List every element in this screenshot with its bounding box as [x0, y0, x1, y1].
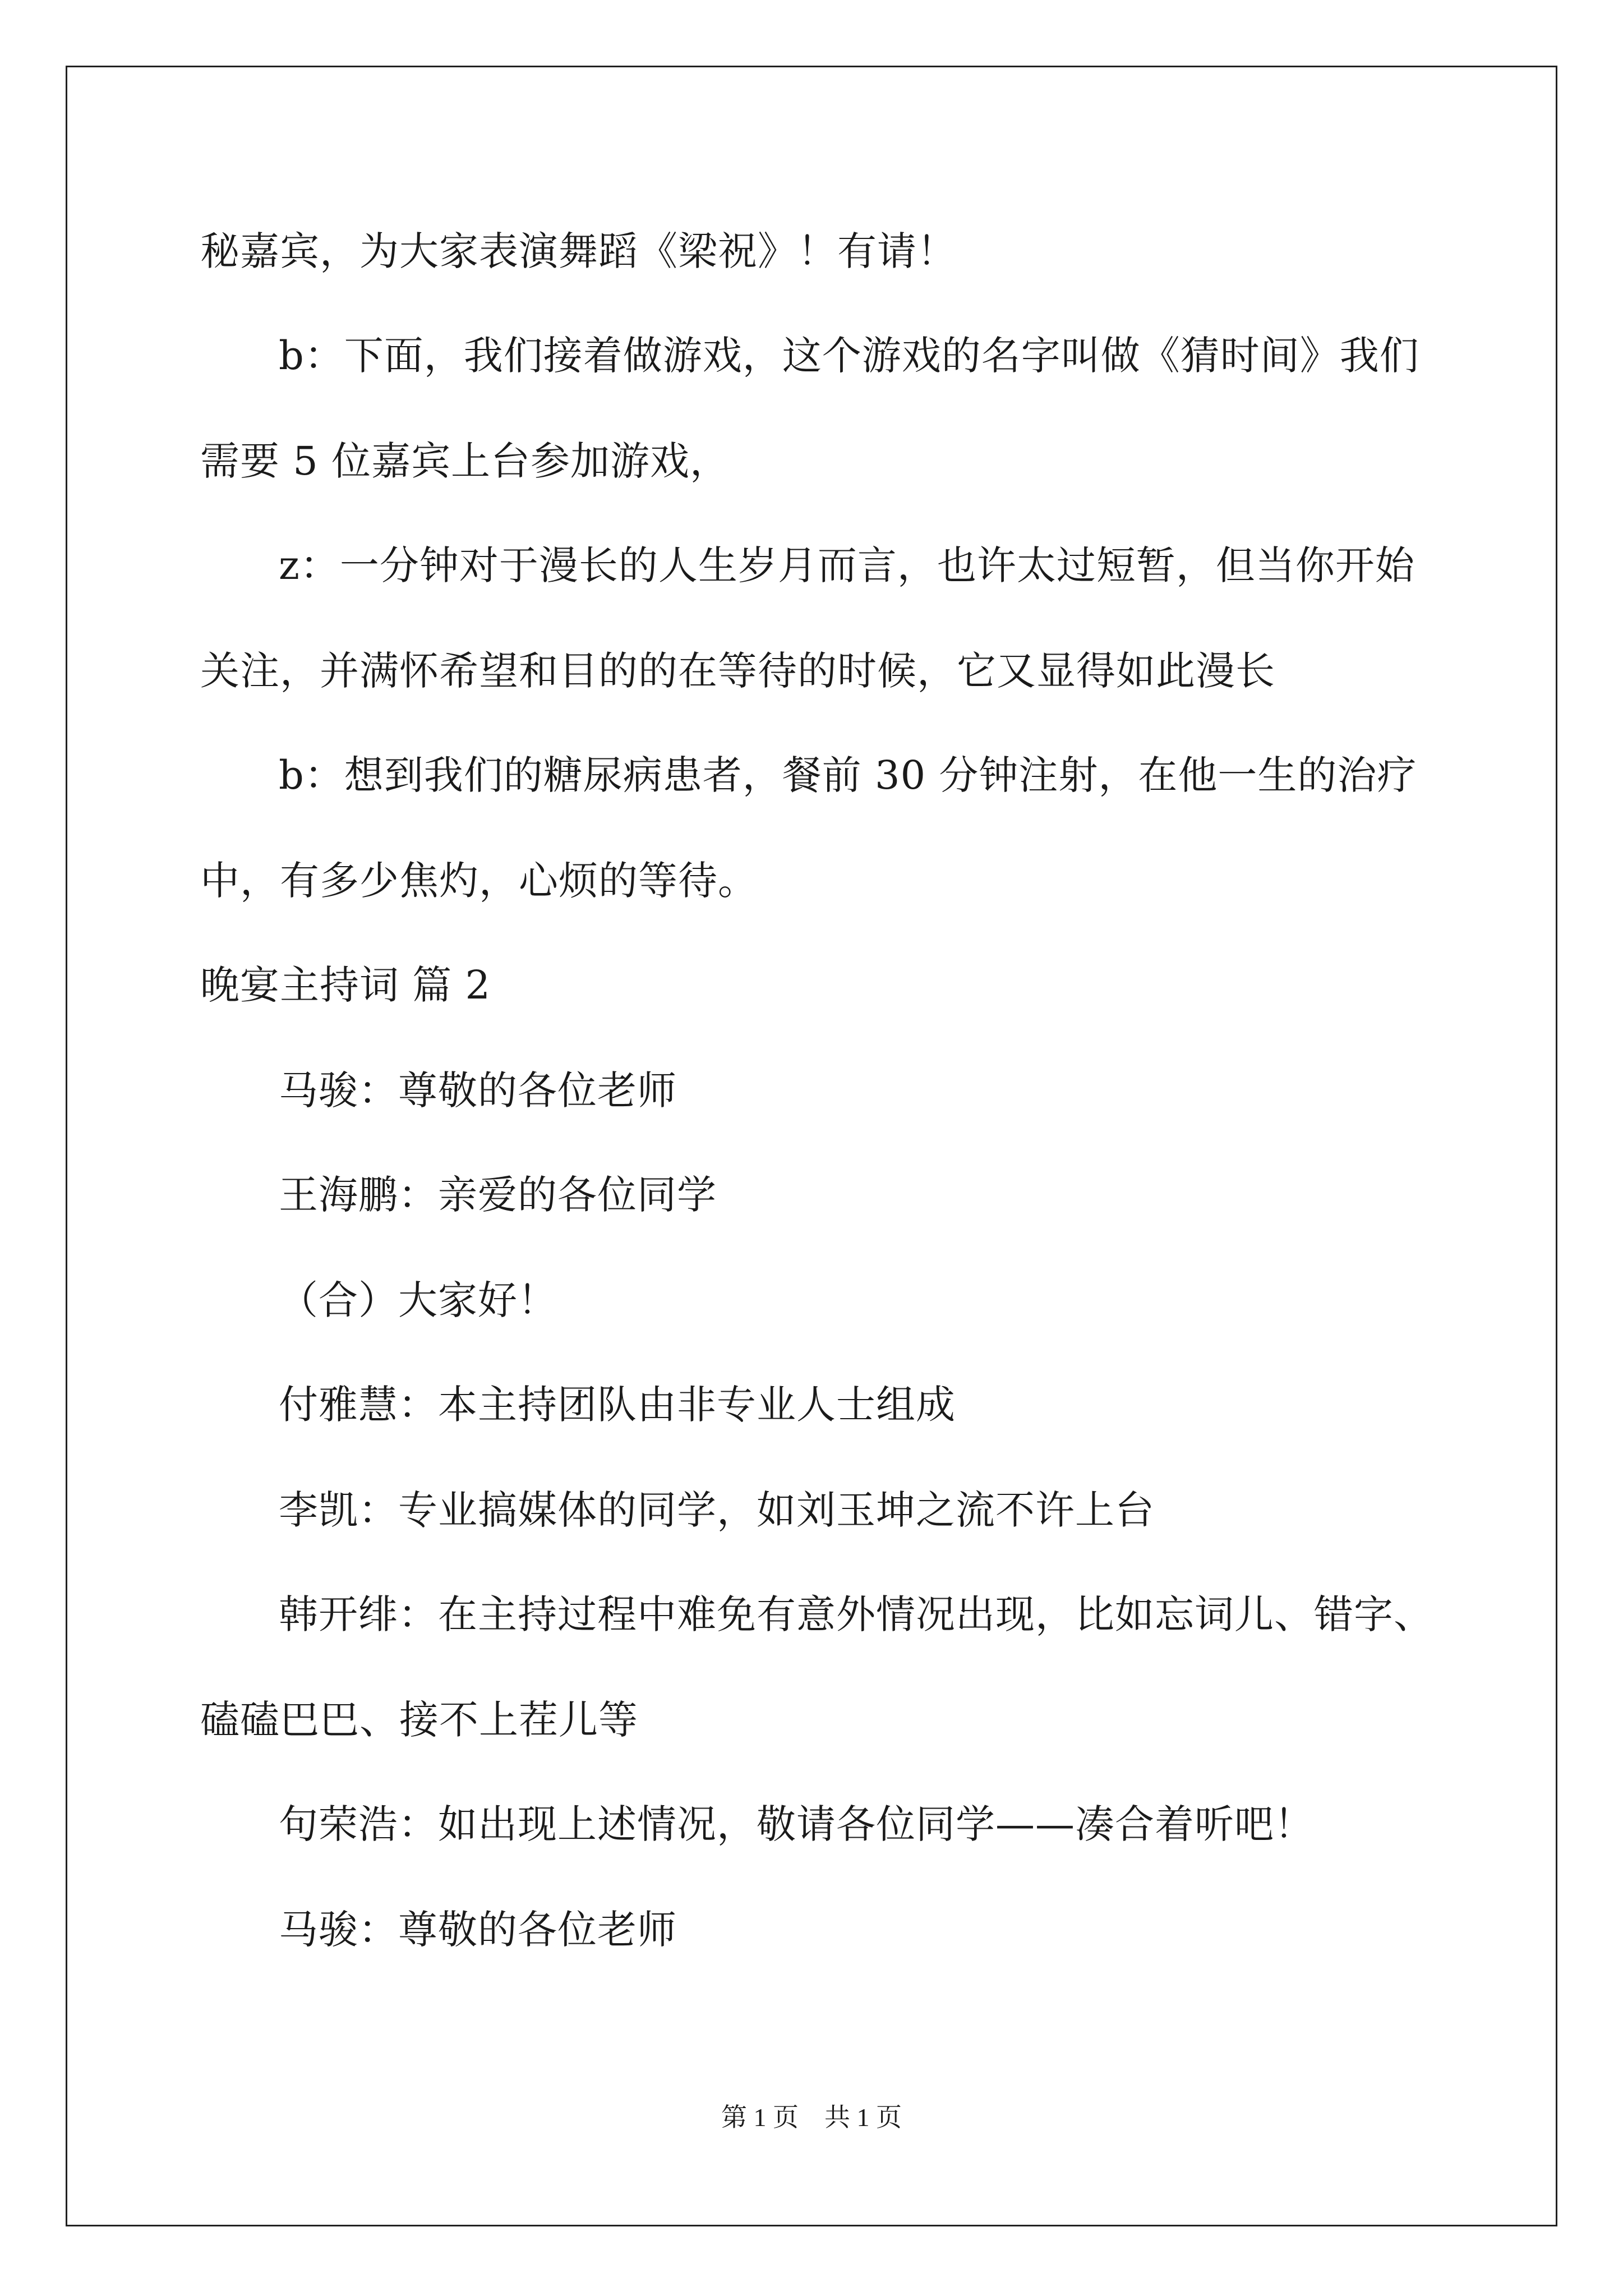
- text-line: b：想到我们的糖尿病患者，餐前 30 分钟注射，在他一生的治疗: [279, 752, 1417, 798]
- text-line: z：一分钟对于漫长的人生岁月而言，也许太过短暂，但当你开始: [279, 542, 1415, 588]
- text-line: 李凯：专业搞媒体的同学，如刘玉坤之流不许上台: [279, 1487, 1155, 1533]
- page-number-footer: 第 1 页 共 1 页: [721, 2103, 902, 2132]
- text-line: 付雅慧：本主持团队由非专业人士组成: [279, 1382, 956, 1428]
- text-line: 句荣浩：如出现上述情况，敬请各位同学——凑合着听吧！: [279, 1801, 1314, 1847]
- text-line: 中，有多少焦灼，心烦的等待。: [200, 858, 758, 904]
- text-line: 韩开绯：在主持过程中难免有意外情况出现，比如忘词儿、错字、: [279, 1591, 1433, 1637]
- text-line: b：下面，我们接着做游戏，这个游戏的名字叫做《猜时间》我们: [279, 333, 1419, 379]
- text-line: 马骏：尊敬的各位老师: [279, 1907, 677, 1953]
- text-line: 马骏：尊敬的各位老师: [279, 1068, 677, 1114]
- text-line: 王海鹏：亲爱的各位同学: [279, 1172, 717, 1218]
- text-line: （合）大家好！: [279, 1277, 557, 1323]
- section-heading: 晚宴主持词 篇 2: [200, 962, 491, 1008]
- text-line: 磕磕巴巴、接不上茬儿等: [200, 1697, 638, 1743]
- text-line: 秘嘉宾，为大家表演舞蹈《梁祝》！有请！: [200, 228, 957, 274]
- text-line: 需要 5 位嘉宾上台参加游戏，: [200, 438, 730, 484]
- text-line: 关注，并满怀希望和目的的在等待的时候，它又显得如此漫长: [200, 648, 1275, 694]
